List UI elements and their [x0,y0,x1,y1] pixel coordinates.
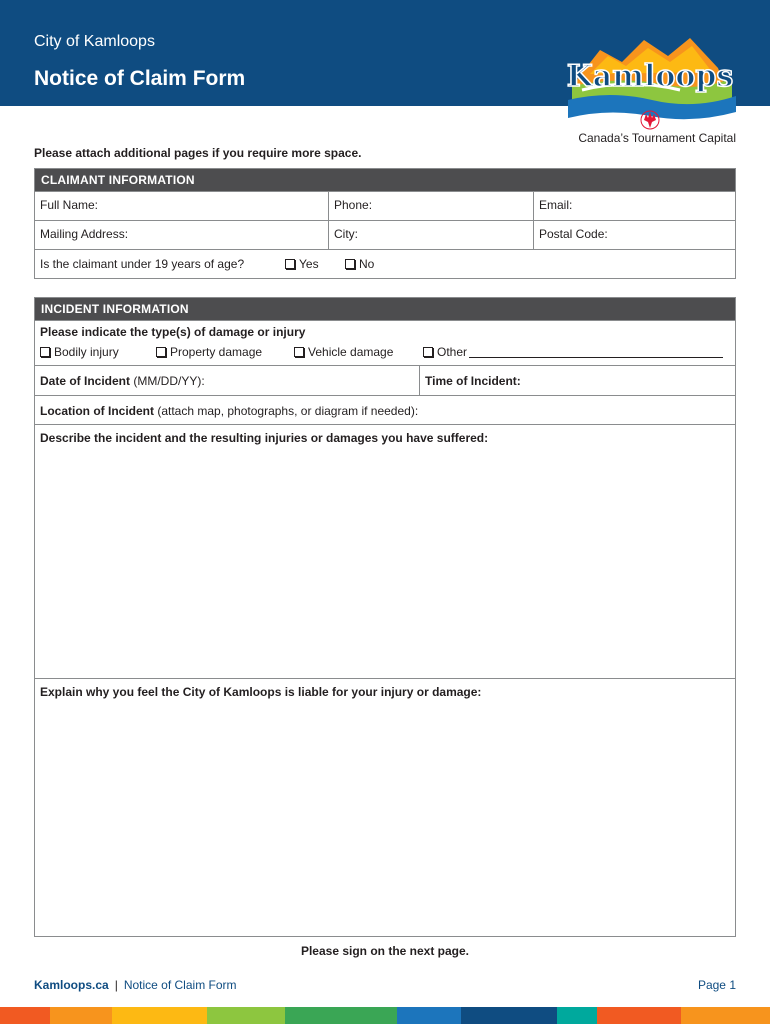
field-label: Describe the incident and the resulting injuries or damages you have suffered: [40,431,489,445]
field-label: Email: [539,198,573,212]
section-heading: CLAIMANT INFORMATION [35,169,735,191]
email-field[interactable] [533,192,735,220]
city-field[interactable] [328,221,533,249]
stripe-segment [0,1007,50,1024]
date-of-incident-field[interactable] [35,366,419,395]
field-label: Explain why you feel the City of Kamloops is liable for your injury or damage: [40,685,482,699]
tagline: Canada’s Tournament Capital [578,131,736,145]
incident-description-box[interactable] [35,424,735,678]
stripe-segment [207,1007,285,1024]
footer-separator: | [114,978,118,992]
postal-code-field[interactable] [533,221,735,249]
field-label: Time of Incident: [425,374,521,388]
stripe-segment [461,1007,557,1024]
page-number: Page 1 [697,978,736,992]
property-damage-checkbox[interactable] [156,345,294,359]
damage-type-group [35,320,735,365]
bodily-injury-checkbox[interactable] [40,345,156,359]
field-label: Full Name: [40,198,99,212]
section-heading: INCIDENT INFORMATION [35,298,735,320]
field-label: Location of Incident [40,404,154,418]
checkbox-icon [294,347,304,357]
logo-wordmark: Kamloops [566,59,734,94]
stripe-segment [112,1007,207,1024]
option-label: Bodily injury [54,345,119,359]
footer-form-name: Notice of Claim Form [123,978,237,992]
incident-section [34,297,736,937]
location-hint: (attach map, photographs, or diagram if needed): [157,404,419,418]
other-checkbox[interactable] [423,345,723,359]
footer-color-stripe [0,1007,770,1024]
sign-note: Please sign on the next page. [300,944,470,958]
age-question-row [35,250,735,278]
footer-left [34,978,237,992]
phone-field[interactable] [328,192,533,220]
stripe-segment [285,1007,397,1024]
vehicle-damage-checkbox[interactable] [294,345,423,359]
checkbox-icon [345,259,355,269]
option-label: Other [437,345,468,359]
stripe-segment [681,1007,770,1024]
kamloops-logo [560,28,740,132]
checkbox-icon [285,259,295,269]
checkbox-icon [156,347,166,357]
mailing-address-field[interactable] [35,221,328,249]
field-label: Date of Incident [40,374,131,388]
field-label: Postal Code: [539,227,608,241]
yes-label: Yes [299,257,319,271]
option-label: Vehicle damage [308,345,394,359]
liability-explanation-box[interactable] [35,678,735,936]
site-link[interactable]: Kamloops.ca [34,978,109,992]
field-label: City: [334,227,358,241]
yes-checkbox[interactable] [285,257,345,271]
damage-type-prompt: Please indicate the type(s) of damage or injury [40,325,306,339]
stripe-segment [557,1007,597,1024]
time-of-incident-field[interactable] [419,366,735,395]
stripe-segment [50,1007,112,1024]
no-label: No [359,257,375,271]
instruction-text: Please attach additional pages if you require more space. [34,146,362,160]
org-name: City of Kamloops [34,33,155,50]
option-label: Property damage [170,345,263,359]
stripe-segment [597,1007,681,1024]
location-field[interactable] [35,396,735,424]
page-title: Notice of Claim Form [34,67,246,90]
stripe-segment [397,1007,461,1024]
date-format-hint: (MM/DD/YY): [133,374,205,388]
other-text-line[interactable] [469,347,723,358]
age-question: Is the claimant under 19 years of age? [40,257,245,271]
checkbox-icon [40,347,50,357]
field-label: Mailing Address: [40,227,129,241]
field-label: Phone: [334,198,373,212]
claimant-section [34,168,736,279]
no-checkbox[interactable] [345,257,374,271]
checkbox-icon [423,347,433,357]
full-name-field[interactable] [35,192,328,220]
